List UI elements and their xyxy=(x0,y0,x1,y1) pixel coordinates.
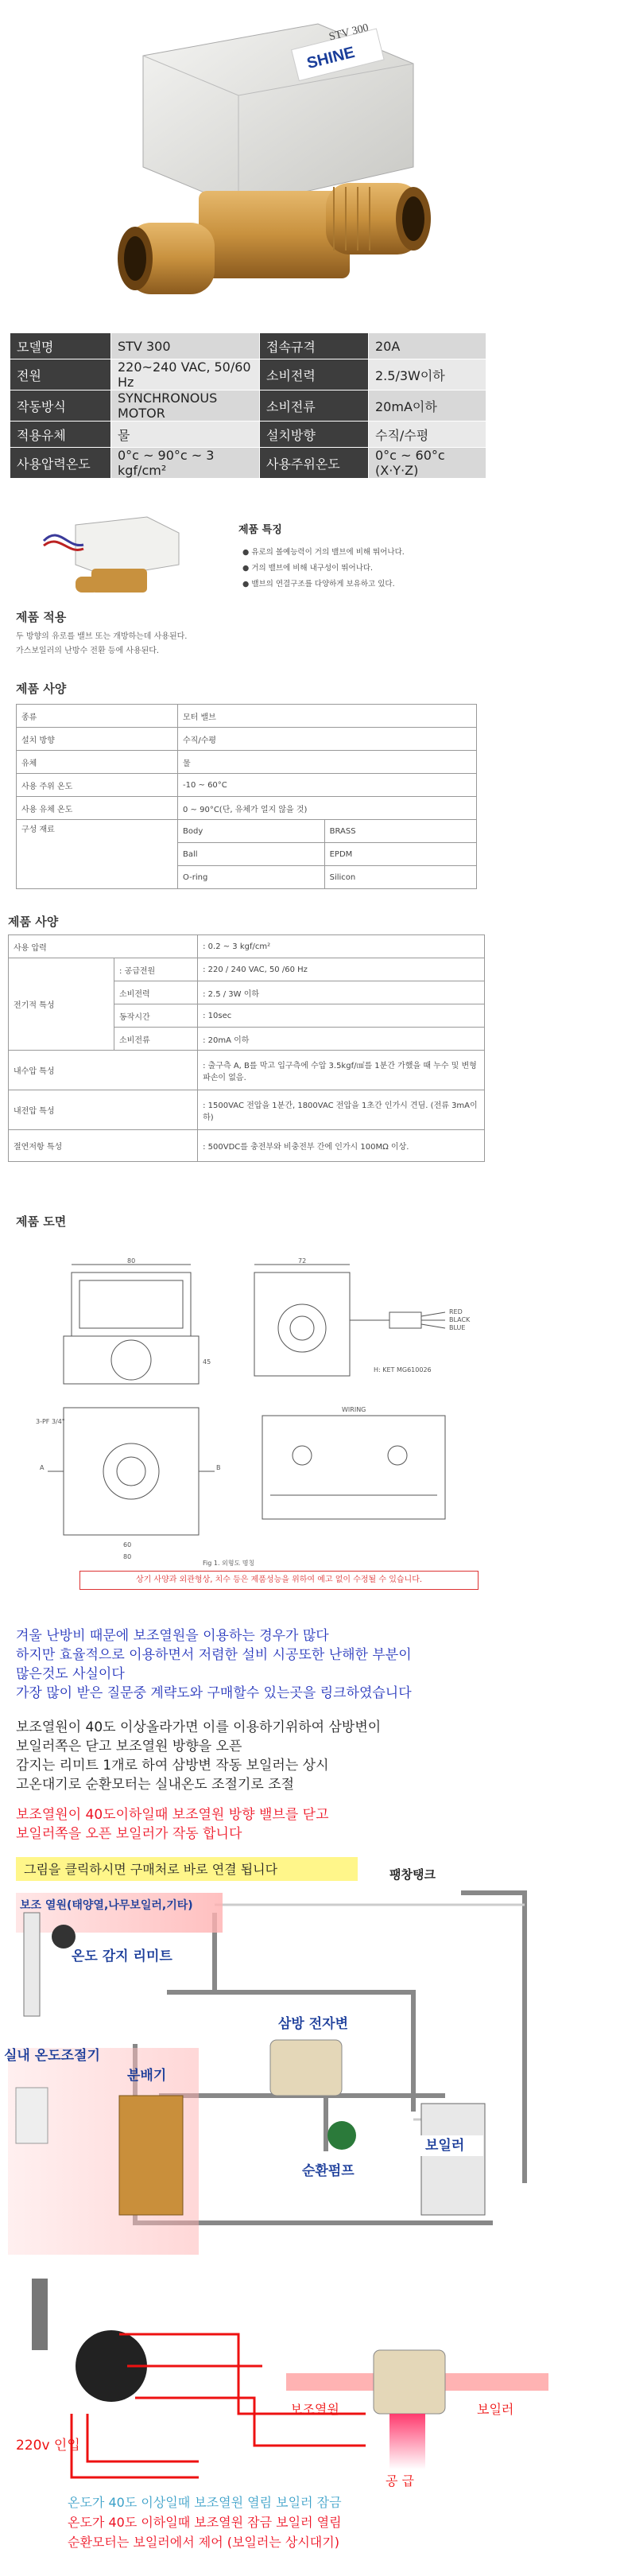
svg-text:보조 열원(태양열,나무보일러,기타): 보조 열원(태양열,나무보일러,기타) xyxy=(20,1899,193,1912)
svg-text:온도 감지 리미트: 온도 감지 리미트 xyxy=(72,1949,172,1964)
technical-drawing xyxy=(32,1257,477,1567)
spec2-title: 제품 사양 xyxy=(16,682,67,696)
svg-text:온도가 40도 이상일때 보조열원 열림 보일러 잠금: 온도가 40도 이상일때 보조열원 열림 보일러 잠금 xyxy=(68,2495,342,2510)
svg-text:실내 온도조절기: 실내 온도조절기 xyxy=(4,2048,100,2064)
feature-item: ● 밸브의 연결구조를 다양하게 보유하고 있다. xyxy=(242,580,395,589)
svg-text:Fig 1. 외형도 명칭: Fig 1. 외형도 명칭 xyxy=(203,1560,255,1567)
spec-row xyxy=(10,448,486,479)
spec2-row: 사용 주위 온도 -10 ~ 60°C xyxy=(17,774,477,797)
model-print: STV 300 xyxy=(327,21,370,44)
spec-row xyxy=(10,422,486,448)
brand-text: SHINE xyxy=(304,43,357,73)
svg-text:공 급: 공 급 xyxy=(386,2473,414,2489)
svg-text:RED: RED xyxy=(449,1308,463,1315)
svg-text:순환모터는 보일러에서 제어 (보일러는 상시대기): 순환모터는 보일러에서 제어 (보일러는 상시대기) xyxy=(68,2535,339,2550)
spec-cell: SYNCHRONOUS MOTOR xyxy=(111,390,260,422)
spec-cell: 2.5/3W이하 xyxy=(369,359,486,390)
feature-list xyxy=(242,545,405,593)
spec-cell: 0°c ~ 90°c ~ 3 kgf/cm² xyxy=(111,448,260,479)
spec-cell: 적용유체 xyxy=(10,422,111,448)
svg-text:72: 72 xyxy=(298,1257,307,1265)
spec-row xyxy=(10,359,486,390)
apply-text: 두 방향의 유로를 밸브 또는 개방하는데 사용된다. 가스보일러의 난방수 전환 등에 사용된다. xyxy=(16,632,188,655)
valve-closeup-icon xyxy=(374,2350,445,2414)
spec-cell: 0°c ~ 60°c (X·Y·Z) xyxy=(369,448,486,479)
svg-text:80: 80 xyxy=(123,1553,132,1560)
system-diagram[interactable] xyxy=(0,1857,620,2557)
spec2-material-row: O-ring Silicon xyxy=(17,866,477,889)
spec-cell: 소비전력 xyxy=(260,359,369,390)
product-photo xyxy=(95,8,469,326)
pump-icon xyxy=(327,2121,356,2150)
temperature-limit-icon xyxy=(52,1925,76,1949)
spec-cell: 설치방향 xyxy=(260,422,369,448)
spec-row xyxy=(10,333,486,359)
svg-text:220v 인입: 220v 인입 xyxy=(16,2438,80,2454)
spec2-row: 유체 물 xyxy=(17,751,477,774)
spec-cell: STV 300 xyxy=(111,333,260,359)
svg-text:분배기: 분배기 xyxy=(127,2068,167,2084)
boiler-icon xyxy=(421,2104,485,2215)
spec3-title: 제품 사양 xyxy=(8,915,59,929)
thermostat-icon xyxy=(16,2088,48,2143)
svg-text:보일러: 보일러 xyxy=(477,2402,514,2417)
svg-text:BLUE: BLUE xyxy=(449,1324,466,1331)
svg-text:60: 60 xyxy=(123,1541,132,1548)
three-way-valve-icon xyxy=(270,2040,342,2096)
svg-text:그림을 클릭하시면 구매처로 바로 연결 됩니다: 그림을 클릭하시면 구매처로 바로 연결 됩니다 xyxy=(24,1862,278,1877)
svg-text:보일러: 보일러 xyxy=(425,2138,465,2154)
svg-text:H: KET MG610026: H: KET MG610026 xyxy=(374,1366,432,1373)
spec2-row: 종류 모터 밸브 xyxy=(17,705,477,728)
spec-cell: 접속규격 xyxy=(260,333,369,359)
svg-text:보조열원: 보조열원 xyxy=(290,2402,339,2417)
notice-box: 상기 사양과 외관형상, 치수 등은 제품성능을 위하여 예고 없이 수정될 수 있습니다. xyxy=(79,1571,479,1590)
spec-cell: 사용주위온도 xyxy=(260,448,369,479)
warning-text: 보조열원이 40도이하일때 보조열원 방향 밸브를 닫고 보일러쪽을 오픈 보일러가 작동 합니다 xyxy=(16,1807,329,1842)
svg-text:팽창탱크: 팽창탱크 xyxy=(389,1867,436,1882)
spec2-material-row: 구성 재료 Body BRASS xyxy=(17,820,477,843)
svg-text:45: 45 xyxy=(203,1358,211,1366)
spec2-row: 사용 유체 온도 0 ~ 90°C(단, 유체가 얼지 않을 것) xyxy=(17,797,477,820)
svg-text:BLACK: BLACK xyxy=(449,1316,471,1323)
svg-text:순환펌프: 순환펌프 xyxy=(302,2163,355,2179)
spec-summary-table xyxy=(10,332,486,479)
apply-title: 제품 적용 xyxy=(16,610,67,624)
svg-text:B: B xyxy=(216,1464,221,1471)
spec2-material-row: Ball EPDM xyxy=(17,843,477,866)
feature-item: ● 유로의 볼예능력이 거의 밸브에 비해 뛰어나다. xyxy=(242,548,405,557)
manifold-icon xyxy=(119,2096,183,2215)
spec-cell: 작동방식 xyxy=(10,390,111,422)
svg-text:A: A xyxy=(40,1464,45,1471)
spec-cell: 모델명 xyxy=(10,333,111,359)
drawing-title: 제품 도면 xyxy=(16,1214,67,1229)
svg-text:3-PF 3/4": 3-PF 3/4" xyxy=(36,1418,65,1425)
explain-text: 보조열원이 40도 이상올라가면 이를 이용하기위하여 삼방변이 보일러쪽은 닫고 보조열원 방향을 오픈 감지는 리미트 1개로 하여 삼방변 작동 보일러는 상시 고온대기로 순환모터는 실내온도 조절기로 조절 xyxy=(16,1719,382,1793)
svg-text:80: 80 xyxy=(127,1257,136,1265)
spec-cell: 소비전류 xyxy=(260,390,369,422)
spec-cell: 전원 xyxy=(10,359,111,390)
svg-text:삼방 전자변: 삼방 전자변 xyxy=(278,2016,349,2032)
svg-text:WIRING: WIRING xyxy=(342,1406,366,1413)
feature-title: 제품 특징 xyxy=(238,524,282,536)
spec-row xyxy=(10,390,486,422)
svg-text:온도가 40도 이하일때 보조열원 잠금 보일러 열림: 온도가 40도 이하일때 보조열원 잠금 보일러 열림 xyxy=(68,2515,342,2530)
spec-cell: 20mA이하 xyxy=(369,390,486,422)
spec-cell: 물 xyxy=(111,422,260,448)
spec-cell: 20A xyxy=(369,333,486,359)
product-thumb xyxy=(28,509,187,596)
spec2-row: 설치 방향 수직/수평 xyxy=(17,728,477,751)
spec-cell: 수직/수평 xyxy=(369,422,486,448)
spec-cell: 사용압력온도 xyxy=(10,448,111,479)
spec3-table: 사용 압력 : 0.2 ~ 3 kgf/cm² 전기적 특성 : 공급전원 : 220 / 240 VAC, 50 /60 Hz 소비전력 : 2.5 / 3W 이하 동작시간 : 10sec 소비전류 : 20mA 이하 내수압 특성 : 출구측 A, B를 막고 입구측에 수압 3.5kgf/㎠를 1분간 가했을 때 누수 및 변형 파손이 없음. 내전압 특성 : 1500VAC 전압을 1분간, 1800VAC 전압을 1초간 인가시 견딤. (전류 3mA이하) 절연저항 특성 : 500VDC를 충전부와 비충전부 간에 인가시 100MΩ 이상. xyxy=(8,934,485,1162)
spec2-table xyxy=(16,704,477,889)
feature-item: ● 거의 밸브에 비해 내구성이 뛰어나다. xyxy=(242,564,374,573)
intro-text: 겨울 난방비 때문에 보조열원을 이용하는 경우가 많다 하지만 효율적으로 이용하면서 저렴한 설비 시공또한 난해한 부분이 많은것도 사실이다 가장 많이 받은 질문중 계략도와 구매할수 있는곳을 링크하였습니다 xyxy=(16,1628,412,1701)
spec-cell: 220~240 VAC, 50/60 Hz xyxy=(111,359,260,390)
